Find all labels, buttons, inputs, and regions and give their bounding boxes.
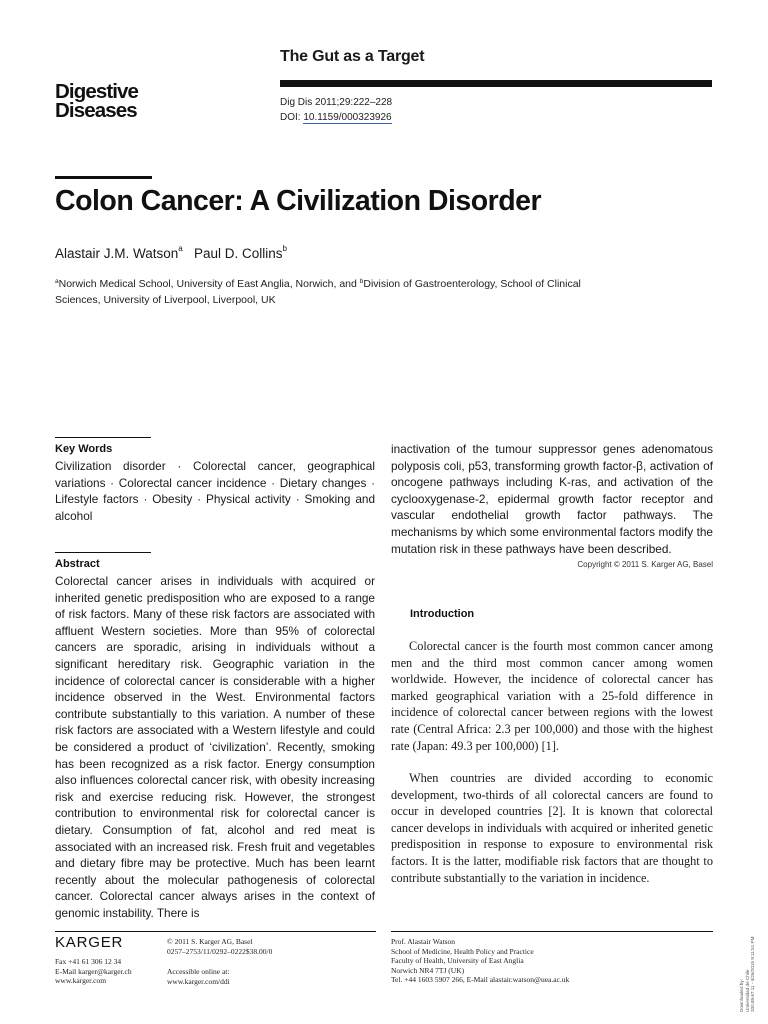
author-collins-affil: b	[282, 244, 287, 253]
citation-block	[280, 95, 392, 125]
journal-logo-line1: Digestive	[55, 80, 139, 103]
download-stamp-line-2: Universidad de Chile	[744, 969, 750, 1012]
abstract-continuation: inactivation of the tumour suppressor genes adenomatous polyposis coli, p53, transforming growth factor-β, activation of oncogene pathways including K-ras, and activation of the cyclooxygenase-2, epidermal growth factor receptor and vascular endothelial growth factor pathways. The mechanisms by which some environmental factors modify the mutation risk in these pathways have been described.	[391, 442, 713, 556]
section-title: The Gut as a Target	[280, 48, 425, 65]
footer-access	[167, 967, 230, 986]
publisher-contact	[55, 957, 132, 986]
abstract-copyright: Copyright © 2011 S. Karger AG, Basel	[577, 560, 713, 569]
author-collins: Paul D. Collins	[194, 246, 283, 261]
doi-link[interactable]: 10.1159/000323926	[303, 112, 392, 123]
publisher-email: E-Mail karger@karger.ch	[55, 966, 132, 976]
abstract-rule	[55, 552, 151, 553]
footer-access-label: Accessible online at:	[167, 967, 230, 976]
introduction-heading: Introduction	[410, 608, 475, 620]
footer-copyright-line: © 2011 S. Karger AG, Basel	[167, 937, 253, 946]
correspondence-name: Prof. Alastair Watson	[391, 937, 456, 946]
affil-a-marker: a	[55, 278, 59, 285]
footer-issn: 0257–2753/11/0292–0222$38.00/0	[167, 946, 273, 956]
intro-paragraph-1: Colorectal cancer is the fourth most common cancer among men and the third most common cancer among women worldwide. However, the incidence of colorectal cancer has marked geographical variation with a 25-fold difference in incidence of colorectal cancer between regions with the lowest rate (Central Africa: 2.3 per 100,000) and those with the highest rate (Japan: 49.3 per 100,000) [1].	[391, 639, 713, 753]
doi-line	[280, 110, 392, 125]
abstract-text: Colorectal cancer arises in individuals with acquired or inherited genetic predisposition who are exposed to a range of risk factors. Many of these risk factors are associated with affluent Western societies. More than 95% of colorectal cancers are sporadic, arising in individuals without a significant hereditary risk. Geographic variation in the incidence of colorectal cancer is considerable with a higher incidence observed in the West. Environmental factors contribute substantially to this variation. A number of these risk factors are associated with a Western lifestyle and could be considered a product of ‘civilization’. Recently, smoking has been recognized as a risk factor. Energy consumption also influences colorectal cancer risk, with obesity increasing risk and exercise reducing risk. However, the strongest contribution to environmental risk for colorectal cancer is dietary. Consumption of fat, alcohol and red meat is associated with an increased risk. Fresh fruit and vegetables and dietary fibre may be protective. Much has been learnt recently about the molecular pathogenesis of colorectal cancer. Colorectal cancer always arises in the context of genomic instability. There is	[55, 574, 375, 920]
correspondence-line-1: School of Medicine, Health Policy and Practice	[391, 946, 534, 956]
download-stamp	[739, 937, 756, 1012]
affiliations	[55, 274, 615, 308]
citation: Dig Dis 2011;29:222–228	[280, 97, 393, 108]
intro-paragraph-2: When countries are divided according to economic development, two-thirds of all colorectal cancers are found to occur in developed countries [2]. It is known that colorectal cancer develops in individuals with acquired or inherited genetic predisposition in response to exposure to environmental risk factors. It is the latter, modifiable risk factors that are thought to contribute substantially to the variation in incidence.	[391, 771, 713, 885]
keywords-text: Civilization disorder · Colorectal cancer, geographical variations · Colorectal cancer incidence · Dietary changes · Lifestyle factors · Obesity · Physical activity · Smoking and alcohol	[55, 459, 375, 523]
publisher-website: www.karger.com	[55, 976, 107, 986]
doi-label: DOI:	[280, 112, 304, 123]
footer-access-url[interactable]: www.karger.com/ddi	[167, 976, 230, 986]
journal-logo-line2: Diseases	[55, 99, 137, 122]
publisher-fax: Fax +41 61 306 12 34	[55, 957, 122, 966]
download-stamp-line-1: Downloaded by:	[739, 979, 744, 1012]
keywords-rule	[55, 437, 151, 438]
correspondence	[391, 937, 569, 985]
header-rule	[280, 80, 712, 87]
publisher-logo: KARGER	[55, 934, 124, 951]
download-stamp-line-3: 200.89.67.11 - 4/26/2015 9:11:51 PM	[750, 936, 756, 1012]
affil-a: Norwich Medical School, University of East Anglia, Norwich, and	[58, 278, 360, 290]
title-rule	[55, 176, 152, 179]
author-watson-affil: a	[178, 244, 183, 253]
keywords-heading: Key Words	[55, 443, 113, 455]
footer-rule-right	[391, 931, 713, 932]
author-watson: Alastair J.M. Watson	[55, 246, 179, 261]
correspondence-line-3: Norwich NR4 7TJ (UK)	[391, 965, 465, 975]
authors	[55, 244, 287, 261]
article-title: Colon Cancer: A Civilization Disorder	[55, 185, 542, 217]
affil-b: Division of Gastroenterology, School of Clinical Sciences, University of Liverpool, Liverpool, UK	[55, 278, 581, 306]
correspondence-line-4: Tel. +44 1603 5907 266, E-Mail alastair.watson@uea.ac.uk	[391, 975, 570, 985]
footer-rule-left	[55, 931, 376, 932]
affil-b-marker: b	[359, 278, 364, 285]
footer-copyright	[167, 937, 272, 956]
abstract-heading: Abstract	[55, 558, 100, 570]
journal-logo	[55, 82, 138, 120]
correspondence-line-2: Faculty of Health, University of East Anglia	[391, 956, 524, 966]
